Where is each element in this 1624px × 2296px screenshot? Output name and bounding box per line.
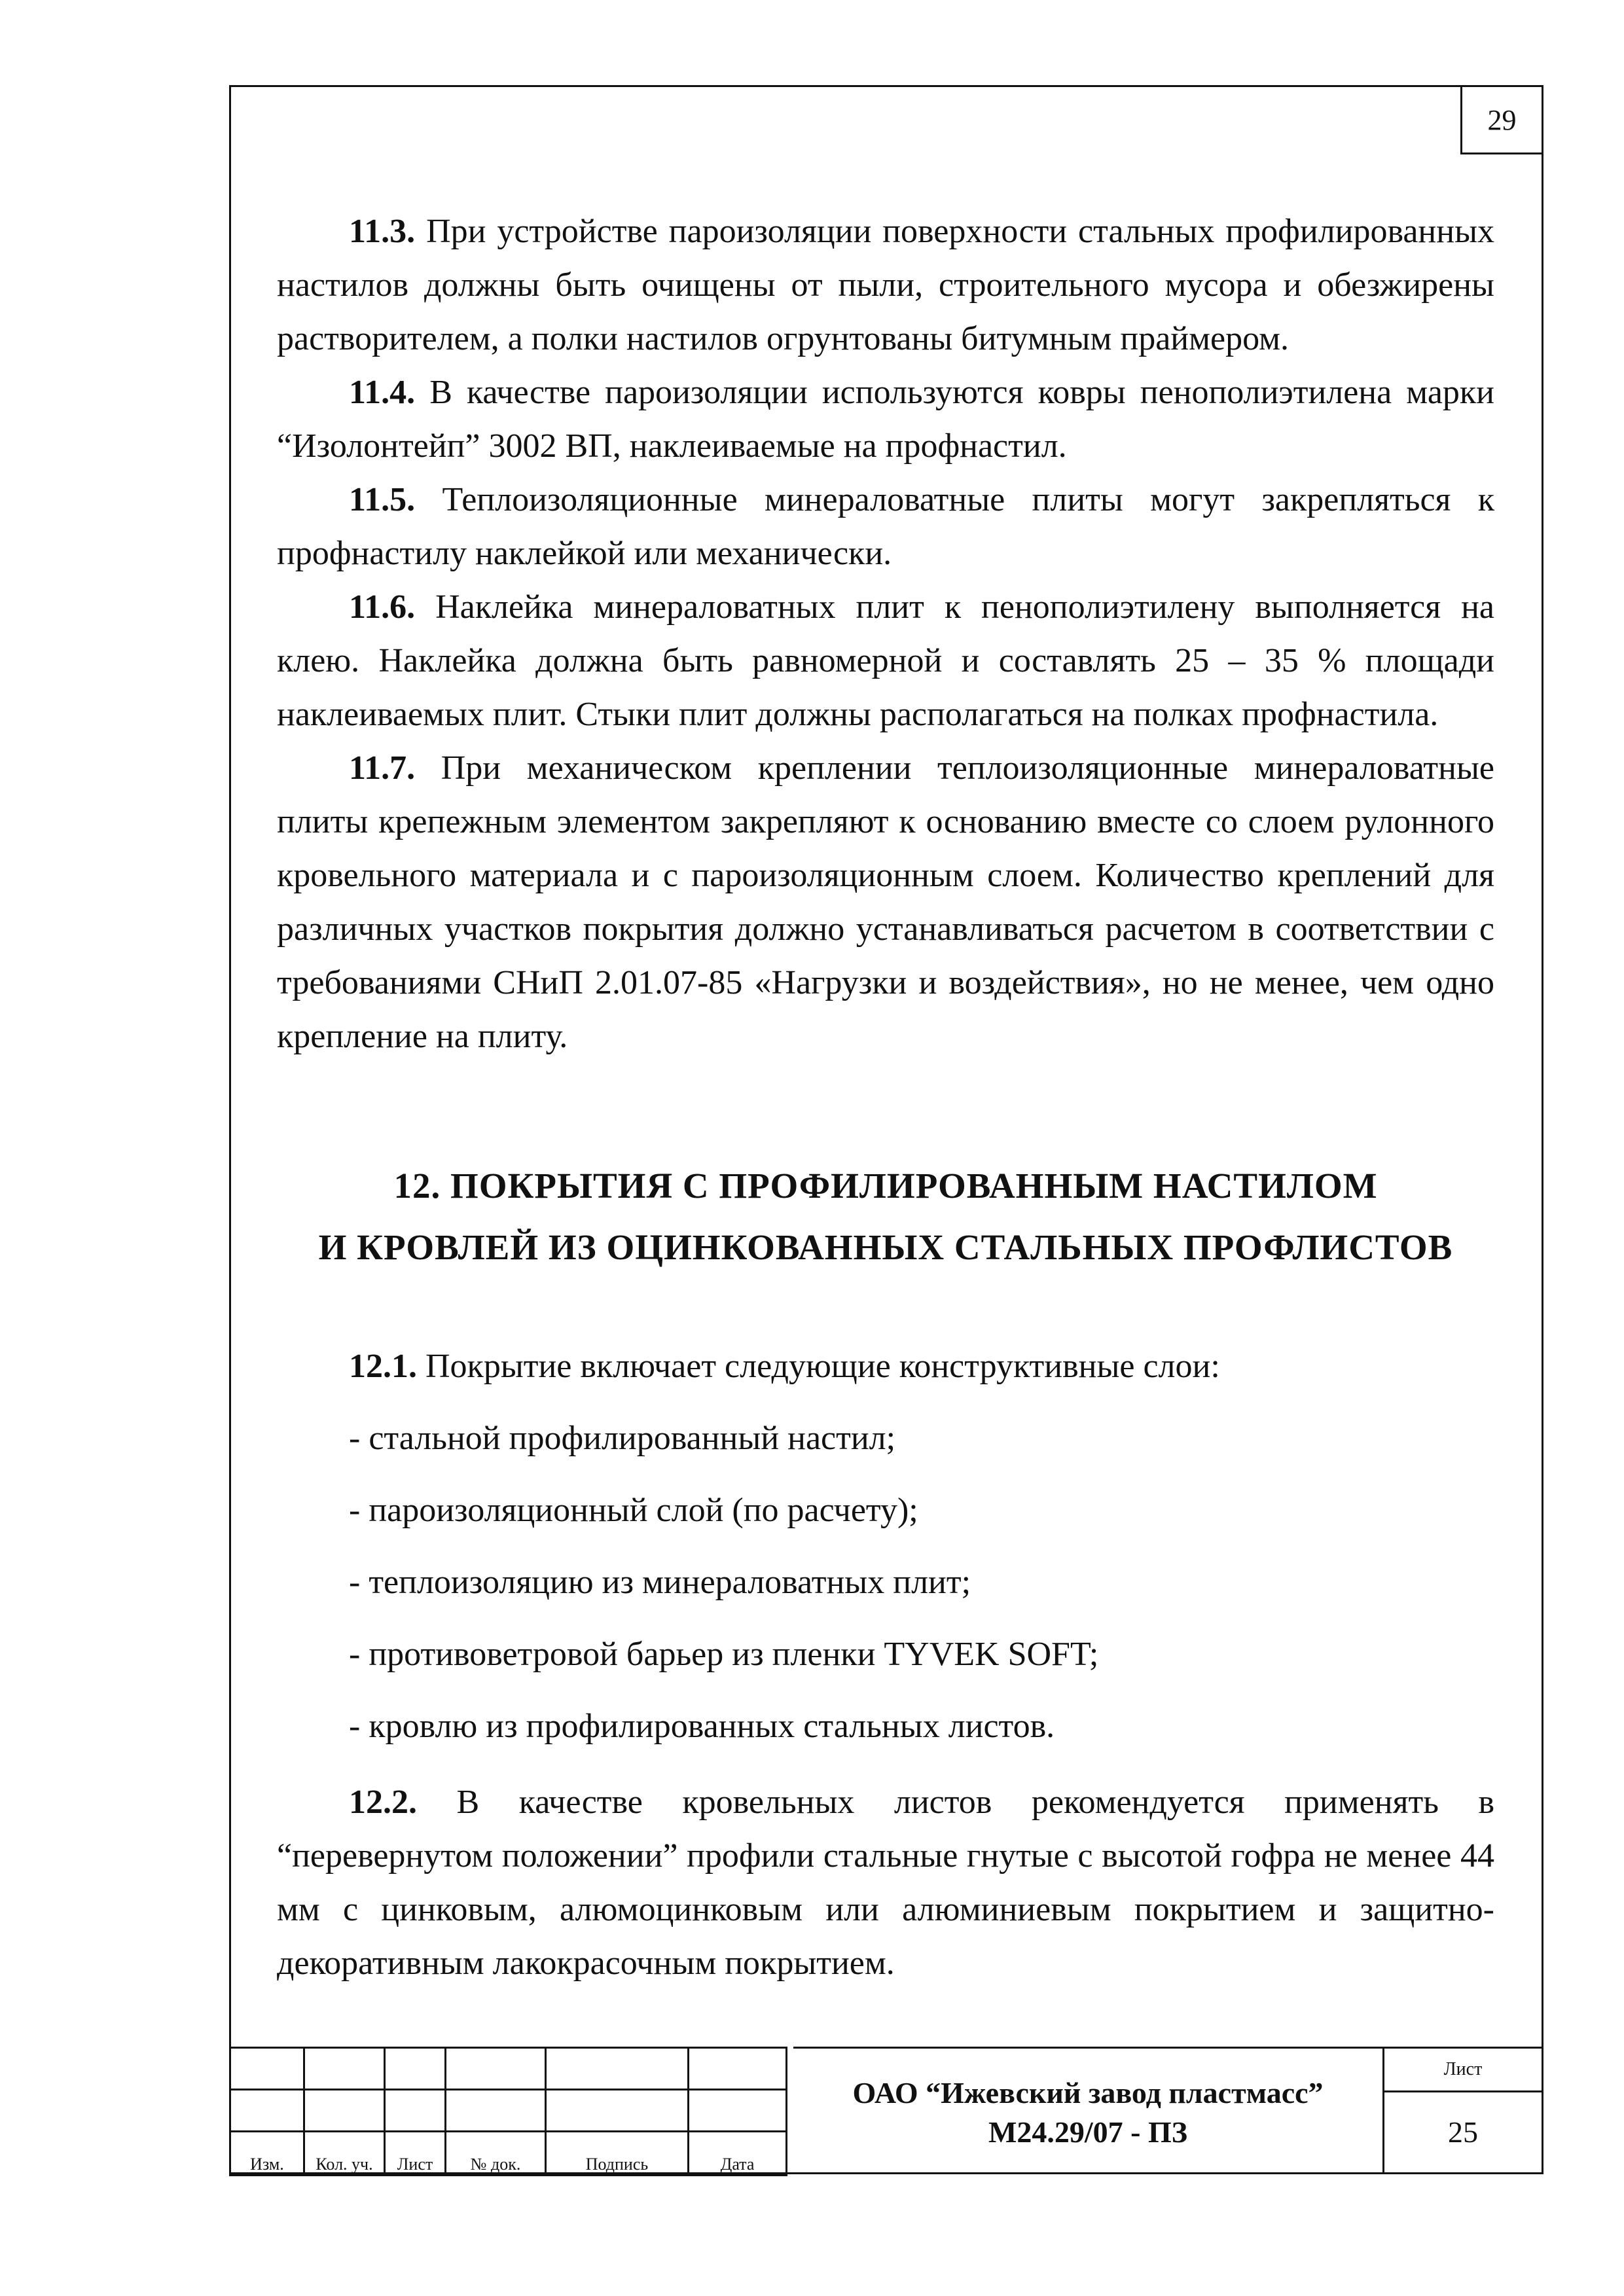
list-item: - пароизоляционный слой (по расчету); (349, 1492, 918, 1529)
revision-table (229, 2047, 787, 2176)
organization-block (793, 2047, 1382, 2174)
list-item: - теплоизоляцию из минераловатных плит; (349, 1564, 971, 1601)
col-doc: № док. (446, 2132, 546, 2176)
paragraph-11-5: 11.5. Теплоизоляционные минераловатные плиты могут закрепляться к профнастилу наклейкой или механически. (277, 481, 1495, 572)
heading-line-1: 12. ПОКРЫТИЯ С ПРОФИЛИРОВАННЫМ НАСТИЛОМ (393, 1166, 1378, 1206)
page-number: 29 (1460, 85, 1543, 154)
document-body (277, 205, 1494, 1990)
document-code: М24.29/07 - ПЗ (988, 2115, 1188, 2149)
col-list: Лист (385, 2132, 446, 2176)
col-signature: Подпись (546, 2132, 689, 2176)
list-item: - противоветровой барьер из пленки TYVEK SOFT; (349, 1636, 1099, 1673)
paragraph-11-7: 11.7. При механическом креплении теплоизоляционные минераловатные плиты крепежным элементом закрепляют к основанию вместе со слоем рулонного кровельного материала и с пароизоляционным слоем. Количество креплений для различных участков покрытия должно устанавливаться расчетом в соответствии с требованиями СНиП 2.01.07-85 «Нагрузки и воздействия», но не менее, чем одно крепление на плиту. (277, 749, 1495, 1055)
section-heading (277, 1155, 1494, 1278)
col-izm: Изм. (230, 2132, 304, 2176)
title-block (229, 2047, 1543, 2174)
sheet-label: Лист (1384, 2049, 1542, 2092)
paragraph-12-2: 12.2. В качестве кровельных листов рекомендуется применять в “перевернутом положении” профили стальные гнутые с высотой гофра не менее 44 мм с цинковым, алюмоцинковым или алюминиевым покрытием и защитно-декоративным лакокрасочным покрытием. (277, 1784, 1495, 1982)
sheet-block (1382, 2047, 1543, 2174)
heading-line-2: И КРОВЛЕЙ ИЗ ОЦИНКОВАННЫХ СТАЛЬНЫХ ПРОФЛИСТОВ (318, 1227, 1453, 1267)
paragraph-11-6: 11.6. Наклейка минераловатных плит к пенополиэтилену выполняется на клею. Наклейка должна быть равномерной и составлять 25 – 35 % площади наклеиваемых плит. Стыки плит должны располагаться на полках профнастила. (277, 588, 1494, 733)
sheet-number: 25 (1448, 2115, 1478, 2149)
document-frame (229, 85, 1543, 2174)
list-item: - кровлю из профилированных стальных листов. (349, 1708, 1055, 1745)
col-date: Дата (689, 2132, 787, 2176)
paragraph-11-4: 11.4. В качестве пароизоляции используются ковры пенополиэтилена марки “Изолонтейп” 3002 ВП, наклеиваемые на профнастил. (277, 374, 1494, 465)
paragraph-12-1: 12.1. Покрытие включает следующие конструктивные слои: (349, 1348, 1220, 1385)
paragraph-11-3: 11.3. При устройстве пароизоляции поверхности стальных профилированных настилов должны быть очищены от пыли, строительного мусора и обезжирены растворителем, а полки настилов огрунтованы битумным праймером. (277, 213, 1495, 357)
organization-name: ОАО “Ижевский завод пластмасс” (852, 2076, 1324, 2109)
col-kol-uch: Кол. уч. (304, 2132, 385, 2176)
list-item: - стальной профилированный настил; (349, 1420, 896, 1457)
